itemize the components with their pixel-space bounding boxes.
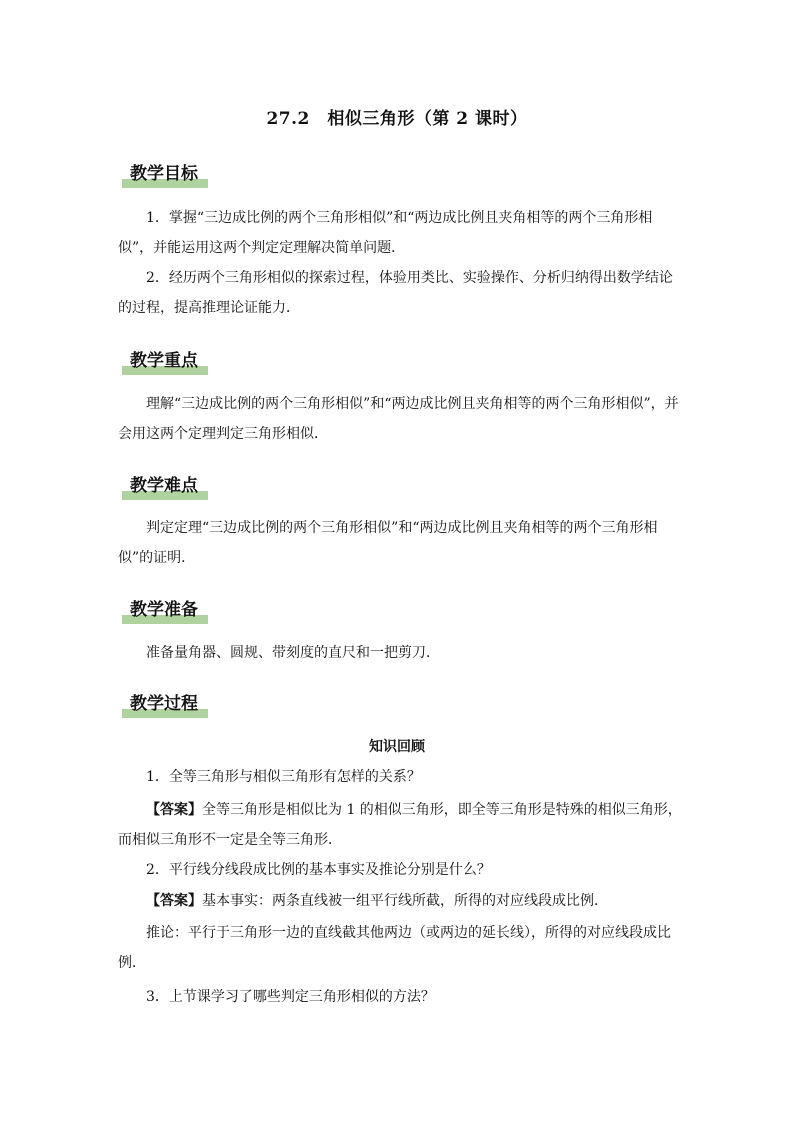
question-2: 2．平行线分线段成比例的基本事实及推论分别是什么？ xyxy=(146,862,491,878)
heading-difficulties: 教学难点 xyxy=(128,475,202,497)
heading-objectives: 教学目标 xyxy=(128,163,202,185)
objectives-paragraph-1: 1．掌握“三边成比例的两个三角形相似”和“两边成比例且夹角相等的两个三角形相似”，并能运用这两个判定定理解决简单问题． xyxy=(118,210,653,256)
preparation-paragraph: 准备量角器、圆规、带刻度的直尺和一把剪刀． xyxy=(146,645,440,661)
heading-process: 教学过程 xyxy=(128,693,202,715)
heading-preparation: 教学准备 xyxy=(128,599,202,621)
corollary-paragraph: 推论：平行于三角形一边的直线截其他两边（或两边的延长线），所得的对应线段成比例． xyxy=(118,925,671,971)
answer-tag: 【答案】 xyxy=(146,893,202,909)
objectives-paragraph-2: 2．经历两个三角形相似的探索过程，体验用类比、实验操作、分析归纳得出数学结论的过程，提高推理论证能力． xyxy=(118,270,673,316)
review-subtitle: 知识回顾 xyxy=(369,739,425,755)
key-points-paragraph: 理解“三边成比例的两个三角形相似”和“两边成比例且夹角相等的两个三角形相似”，并会用这两个定理判定三角形相似． xyxy=(118,396,679,442)
answer-2-text: 基本事实：两条直线被一组平行线所截，所得的对应线段成比例． xyxy=(202,893,608,909)
answer-1 xyxy=(118,795,684,855)
question-1: 1．全等三角形与相似三角形有怎样的关系？ xyxy=(146,769,421,785)
answer-1-text: 全等三角形是相似比为 1 的相似三角形，即全等三角形是特殊的相似三角形，而相似三角形不一定是全等三角形． xyxy=(118,802,682,848)
answer-2 xyxy=(118,886,684,916)
document-title: 27.2 相似三角形（第 2 课时） xyxy=(266,109,528,129)
difficulties-paragraph: 判定定理“三边成比例的两个三角形相似”和“两边成比例且夹角相等的两个三角形相似”的证明． xyxy=(118,520,658,566)
heading-key-points: 教学重点 xyxy=(128,350,202,372)
answer-tag: 【答案】 xyxy=(146,802,202,818)
question-3: 3．上节课学习了哪些判定三角形相似的方法？ xyxy=(146,989,435,1005)
